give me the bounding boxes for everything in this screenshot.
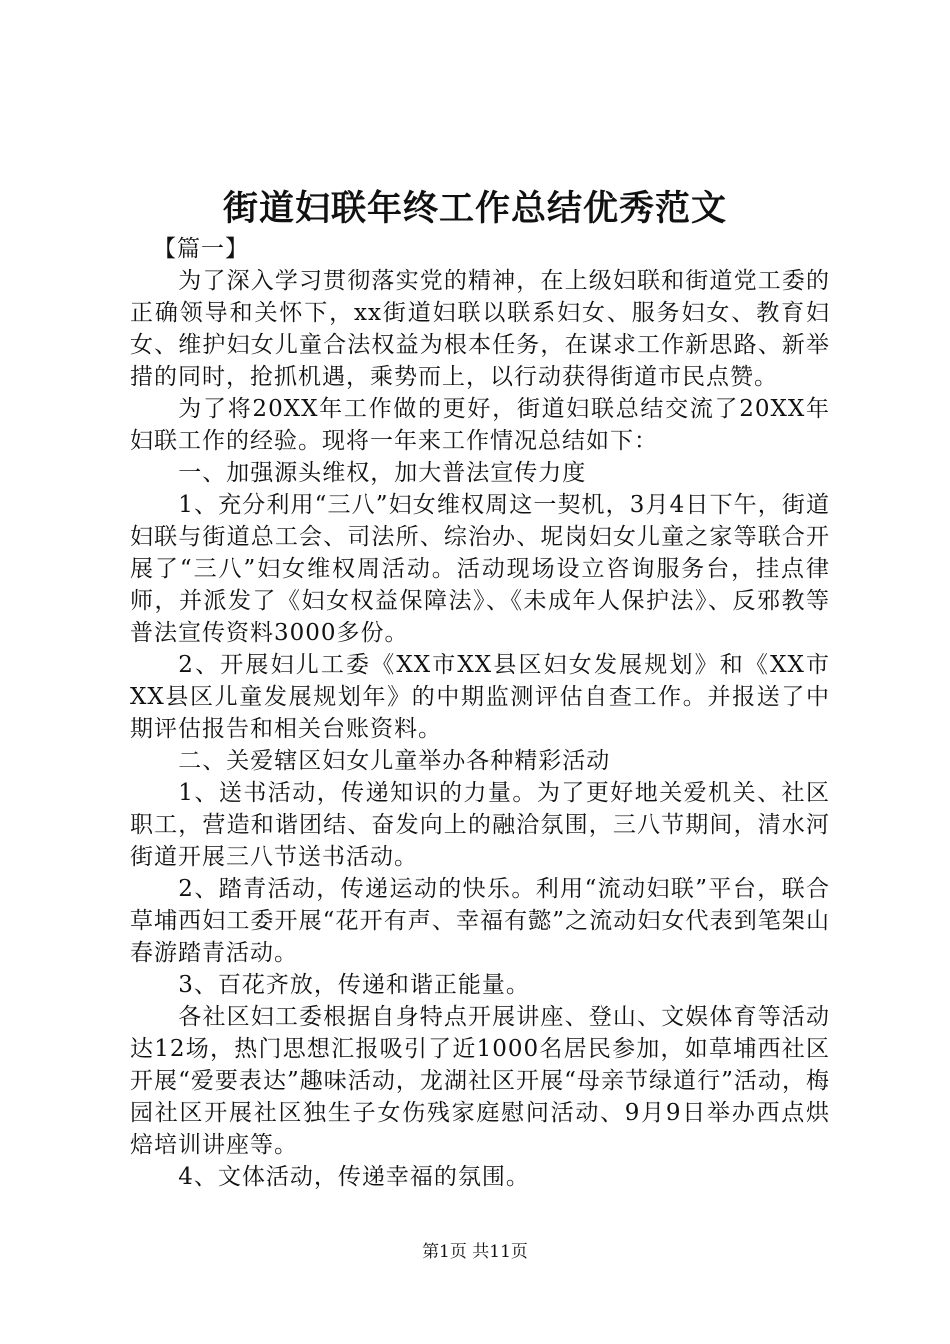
document-body [130,233,830,1193]
paragraph-intro: 为了深入学习贯彻落实党的精神，在上级妇联和街道党工委的正确领导和关怀下，xx街道妇联以联系妇女、服务妇女、教育妇女、维护妇女儿童合法权益为根本任务，在谋求工作新思路、新举措的同时，抢抓机遇，乘势而上，以行动获得街道市民点赞。 [130,268,830,390]
section-heading-2: 二、关爱辖区妇女儿童举办各种精彩活动 [178,748,611,774]
paragraph-item-1-2: 2、开展妇儿工委《XX市XX县区妇女发展规划》和《XX市XX县区儿童发展规划年》的中期监测评估自查工作。并报送了中期评估报告和相关台账资料。 [130,652,830,742]
section-heading-1: 一、加强源头维权，加大普法宣传力度 [178,460,587,486]
section-marker: 【篇一】 [153,236,249,262]
document-title: 街道妇联年终工作总结优秀范文 [222,188,727,229]
paragraph-item-2-3-detail: 各社区妇工委根据自身特点开展讲座、登山、文娱体育等活动达12场，热门思想汇报吸引了近1000名居民参加，如草埔西社区开展“爱要表达”趣味活动，龙湖社区开展“母亲节绿道行”活动，梅园社区开展社区独生子女伤残家庭慰问活动、9月9日举办西点烘焙培训讲座等。 [130,1004,830,1158]
paragraph-summary-intro: 为了将20XX年工作做的更好，街道妇联总结交流了20XX年妇联工作的经验。现将一年来工作情况总结如下： [130,396,830,454]
paragraph-item-2-3: 3、百花齐放，传递和谐正能量。 [178,972,530,998]
paragraph-item-1-1: 1、充分利用“三八”妇女维权周这一契机，3月4日下午，街道妇联与街道总工会、司法所、综治办、坭岗妇女儿童之家等联合开展了“三八”妇女维权周活动。活动现场设立咨询服务台，挂点律师，并派发了《妇女权益保障法》、《未成年人保护法》、反邪教等普法宣传资料3000多份。 [130,492,830,646]
page-footer: 第1页 共11页 [422,1242,528,1262]
paragraph-item-2-1: 1、送书活动，传递知识的力量。为了更好地关爱机关、社区职工，营造和谐团结、奋发向上的融洽氛围，三八节期间，清水河街道开展三八节送书活动。 [130,780,830,870]
paragraph-item-2-4: 4、文体活动，传递幸福的氛围。 [178,1164,530,1190]
paragraph-item-2-2: 2、踏青活动，传递运动的快乐。利用“流动妇联”平台，联合草埔西妇工委开展“花开有声、幸福有懿”之流动妇女代表到笔架山春游踏青活动。 [130,876,830,966]
